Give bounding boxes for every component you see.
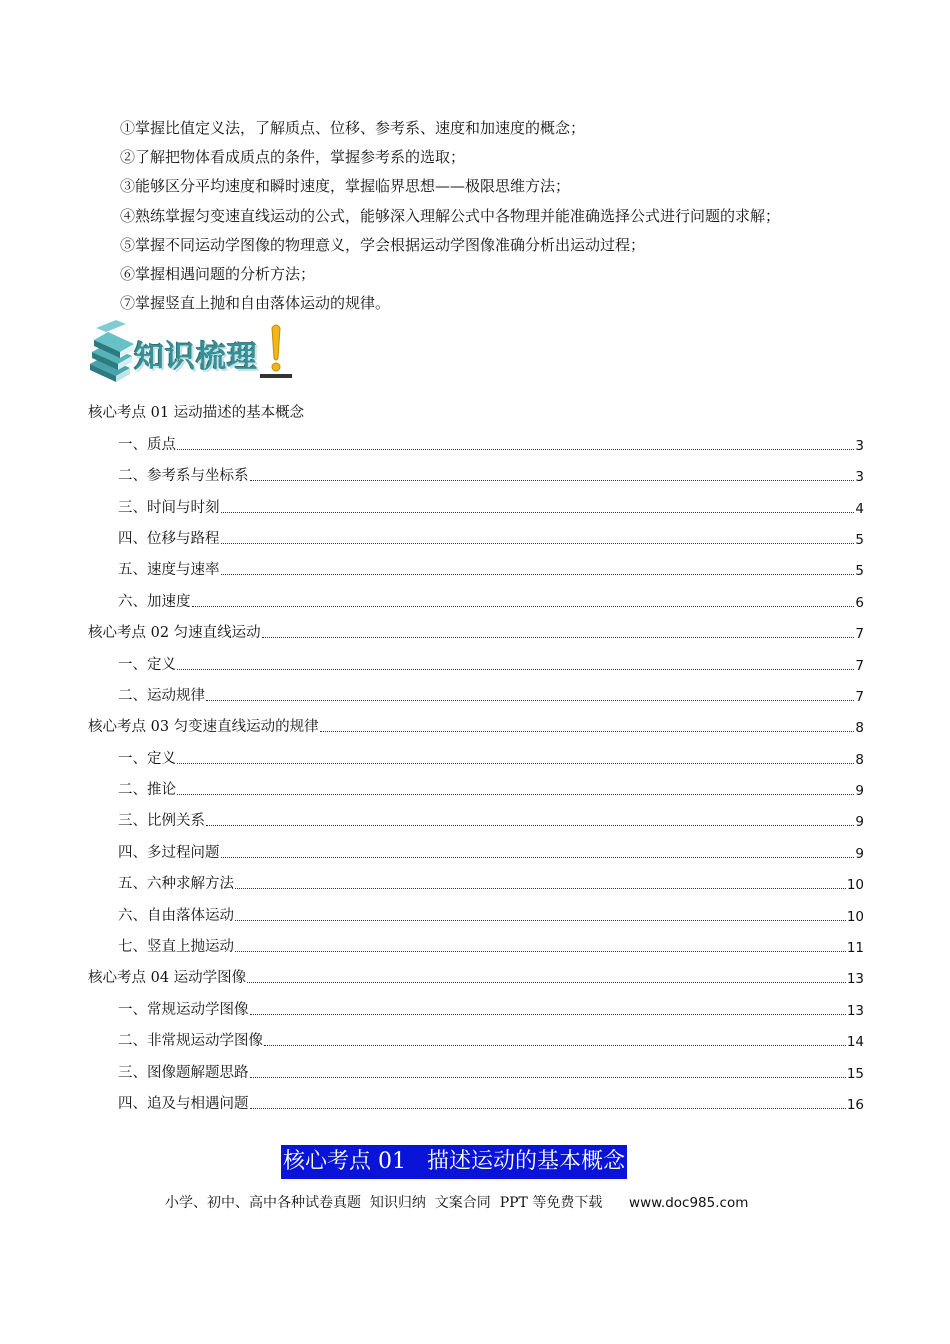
toc-page-number: 3 [855,437,864,454]
toc-page-number: 4 [855,500,864,517]
toc-page-number: 13 [846,971,864,988]
toc-section-entry[interactable] [88,1082,864,1113]
toc-leader-dots [221,511,855,513]
page-footer [165,1192,748,1212]
objective-item: ⑤掌握不同运动学图像的物理意义，学会根据运动学图像准确分析出运动过程； [120,235,646,254]
toc-chapter-entry[interactable] [88,611,864,642]
toc-section-entry[interactable] [88,517,864,548]
toc-section-entry[interactable] [88,1019,864,1050]
toc-section-entry[interactable] [88,799,864,830]
toc-entry-title: 核心考点 02 匀速直线运动 [88,625,261,642]
toc-leader-dots [235,919,846,921]
toc-leader-dots [177,793,854,795]
toc-leader-dots [192,605,855,607]
toc-leader-dots [221,542,855,544]
toc-entry-title: 二、运动规律 [118,687,205,704]
toc-page-number: 13 [846,1002,864,1019]
toc-leader-dots [177,448,854,450]
toc-page-number: 10 [846,908,864,925]
toc-leader-dots [264,1044,846,1046]
toc-entry-title: 七、竖直上抛运动 [118,939,234,956]
toc-entry-title: 二、参考系与坐标系 [118,468,249,485]
toc-leader-dots [177,668,854,670]
toc-page-number: 7 [855,657,864,674]
toc-page-number: 9 [855,783,864,800]
toc-leader-dots [221,856,855,858]
toc-section-entry[interactable] [88,1050,864,1081]
toc-page-number: 9 [855,814,864,831]
section-heading: 核心考点 01 描述运动的基本概念 [281,1145,627,1179]
learning-objectives [120,114,880,318]
toc-section-entry[interactable] [88,642,864,673]
knowledge-review-banner [86,318,306,382]
toc-section-entry[interactable] [88,768,864,799]
toc-section-entry[interactable] [88,548,864,579]
toc-section-entry[interactable] [88,862,864,893]
toc-entry-title: 三、比例关系 [118,813,205,830]
toc-entry-title: 一、常规运动学图像 [118,1001,249,1018]
toc-page-number: 7 [855,626,864,643]
toc-entry-title: 二、非常规运动学图像 [118,1033,263,1050]
toc-section-entry[interactable] [88,987,864,1018]
toc-section-entry[interactable] [88,454,864,485]
toc-page-number: 11 [846,940,864,957]
footer-text: 小学、初中、高中各种试卷真题 知识归纳 文案合同 PPT 等免费下载 [165,1195,603,1211]
toc-leader-dots [247,981,846,983]
toc-entry-title: 核心考点 01 运动描述的基本概念 [88,405,305,422]
toc-entry-title: 核心考点 04 运动学图像 [88,970,247,987]
footer-url[interactable]: www.doc985.com [629,1195,749,1211]
toc-entry-title: 四、追及与相遇问题 [118,1095,249,1112]
objective-item: ④熟练掌握匀变速直线运动的公式，能够深入理解公式中各物理并能准确选择公式进行问题的求解； [120,206,781,225]
objective-item: ⑦掌握竖直上抛和自由落体运动的规律。 [120,294,391,313]
toc-leader-dots [206,699,854,701]
toc-section-entry[interactable] [88,674,864,705]
toc-page-number: 8 [855,720,864,737]
toc-section-entry[interactable] [88,925,864,956]
toc-section-entry[interactable] [88,422,864,453]
toc-entry-title: 六、加速度 [118,593,191,610]
toc-page-number: 16 [846,1096,864,1113]
toc-section-entry[interactable] [88,579,864,610]
objective-item: ①掌握比值定义法，了解质点、位移、参考系、速度和加速度的概念； [120,119,586,137]
toc-page-number: 5 [855,531,864,548]
toc-leader-dots [221,573,855,575]
toc-leader-dots [250,1013,846,1015]
toc-section-entry[interactable] [88,893,864,924]
toc-section-entry[interactable] [88,736,864,767]
toc-page-number: 3 [855,469,864,486]
toc-entry-title: 核心考点 03 匀变速直线运动的规律 [88,719,319,736]
toc-page-number: 7 [855,688,864,705]
toc-entry-title: 三、图像题解题思路 [118,1064,249,1081]
objective-item: ②了解把物体看成质点的条件，掌握参考系的选取； [120,148,466,167]
toc-page-number: 6 [855,594,864,611]
toc-page-number: 14 [846,1034,864,1051]
toc-page-number: 10 [846,877,864,894]
toc-chapter-entry[interactable] [88,705,864,736]
toc-leader-dots [177,762,854,764]
toc-leader-dots [320,730,855,732]
objective-item: ⑥掌握相遇问题的分析方法； [120,265,316,284]
toc-chapter-entry[interactable] [88,391,864,422]
toc-entry-title: 一、质点 [118,436,176,453]
toc-leader-dots [235,950,846,952]
objective-item: ③能够区分平均速度和瞬时速度，掌握临界思想——极限思维方法； [120,177,571,196]
toc-entry-title: 二、推论 [118,782,176,799]
toc-leader-dots [250,1107,846,1109]
toc-entry-title: 四、多过程问题 [118,844,220,861]
toc-leader-dots [206,824,854,826]
toc-leader-dots [235,887,846,889]
toc-entry-title: 五、六种求解方法 [118,876,234,893]
toc-section-entry[interactable] [88,830,864,861]
toc-entry-title: 一、定义 [118,750,176,767]
toc-page-number: 9 [855,845,864,862]
toc-section-entry[interactable] [88,485,864,516]
toc-page-number: 8 [855,751,864,768]
toc-chapter-entry[interactable] [88,956,864,987]
toc-entry-title: 四、位移与路程 [118,530,220,547]
toc-entry-title: 三、时间与时刻 [118,499,220,516]
toc-page-number: 5 [855,563,864,580]
banner-title: 知识梳理 [134,340,258,375]
toc-entry-title: 五、速度与速率 [118,562,220,579]
toc-entry-title: 一、定义 [118,656,176,673]
toc-leader-dots [250,479,855,481]
toc-leader-dots [250,1076,846,1078]
table-of-contents [88,391,864,1113]
toc-page-number: 15 [846,1065,864,1082]
toc-entry-title: 六、自由落体运动 [118,907,234,924]
toc-leader-dots [262,636,855,638]
